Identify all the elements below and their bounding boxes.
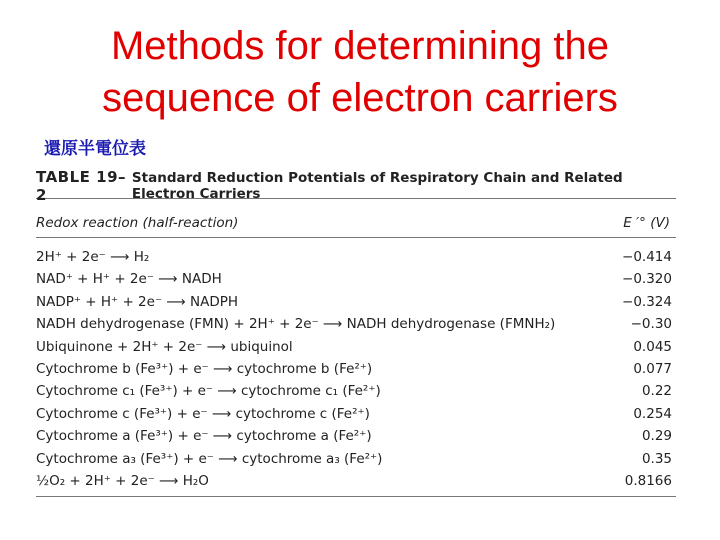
- table-body: [36, 238, 676, 492]
- reaction-cell: NADP⁺ + H⁺ + 2e⁻ ⟶ NADPH: [36, 293, 239, 310]
- table-row: [36, 470, 676, 492]
- reaction-cell: Cytochrome b (Fe³⁺) + e⁻ ⟶ cytochrome b (Fe²⁺): [36, 360, 373, 377]
- reaction-cell: Ubiquinone + 2H⁺ + 2e⁻ ⟶ ubiquinol: [36, 338, 293, 355]
- potential-cell: 0.35: [641, 450, 672, 467]
- table-caption-text: Standard Reduction Potentials of Respiratory Chain and Related Electron Carriers: [131, 170, 623, 202]
- table-row: [36, 291, 676, 313]
- potential-cell: −0.324: [622, 293, 672, 310]
- potential-cell: 0.254: [633, 405, 672, 422]
- potential-cell: 0.8166: [624, 472, 672, 489]
- reaction-cell: Cytochrome c₁ (Fe³⁺) + e⁻ ⟶ cytochrome c₁ (Fe²⁺): [36, 383, 381, 400]
- potential-cell: −0.320: [622, 271, 672, 288]
- potential-cell: 0.29: [641, 428, 672, 445]
- table-row: [36, 358, 676, 380]
- column-header-potential: E ′° (V): [623, 215, 670, 231]
- reaction-cell: Cytochrome a₃ (Fe³⁺) + e⁻ ⟶ cytochrome a₃ (Fe²⁺): [36, 450, 383, 467]
- table-row: [36, 313, 676, 335]
- potential-cell: 0.045: [633, 338, 672, 355]
- reaction-cell: 2H⁺ + 2e⁻ ⟶ H₂: [36, 249, 150, 265]
- title-line-1: Methods for determining the: [110, 24, 610, 68]
- table-header-row: [36, 209, 676, 238]
- reaction-cell: NAD⁺ + H⁺ + 2e⁻ ⟶ NADH: [36, 271, 222, 288]
- slide-title: [0, 20, 720, 124]
- table-row: [36, 268, 676, 290]
- table-label: TABLE 19–2: [36, 168, 127, 204]
- table-row: [36, 403, 676, 425]
- title-line-2: sequence of electron carriers: [102, 76, 618, 120]
- slide-subtitle: 還原半電位表: [44, 139, 146, 159]
- table-row: [36, 336, 676, 358]
- table-row: [36, 448, 676, 470]
- reaction-cell: NADH dehydrogenase (FMN) + 2H⁺ + 2e⁻ ⟶ NADH dehydrogenase (FMNH₂): [36, 316, 556, 333]
- reaction-cell: Cytochrome a (Fe³⁺) + e⁻ ⟶ cytochrome a (Fe²⁺): [36, 428, 372, 445]
- table-row: [36, 425, 676, 447]
- table-caption: [36, 168, 676, 204]
- reduction-potentials-table: [36, 168, 676, 497]
- table-row: [36, 380, 676, 402]
- potential-cell: 0.22: [641, 383, 672, 400]
- reaction-cell: ½O₂ + 2H⁺ + 2e⁻ ⟶ H₂O: [36, 472, 209, 489]
- potential-cell: 0.077: [633, 360, 672, 377]
- column-header-reaction: Redox reaction (half-reaction): [36, 215, 239, 231]
- table-row: [36, 246, 676, 268]
- potential-cell: −0.30: [630, 316, 672, 333]
- potential-cell: −0.414: [622, 249, 672, 265]
- table-bottom-rule: [36, 496, 676, 497]
- reaction-cell: Cytochrome c (Fe³⁺) + e⁻ ⟶ cytochrome c (Fe²⁺): [36, 405, 370, 422]
